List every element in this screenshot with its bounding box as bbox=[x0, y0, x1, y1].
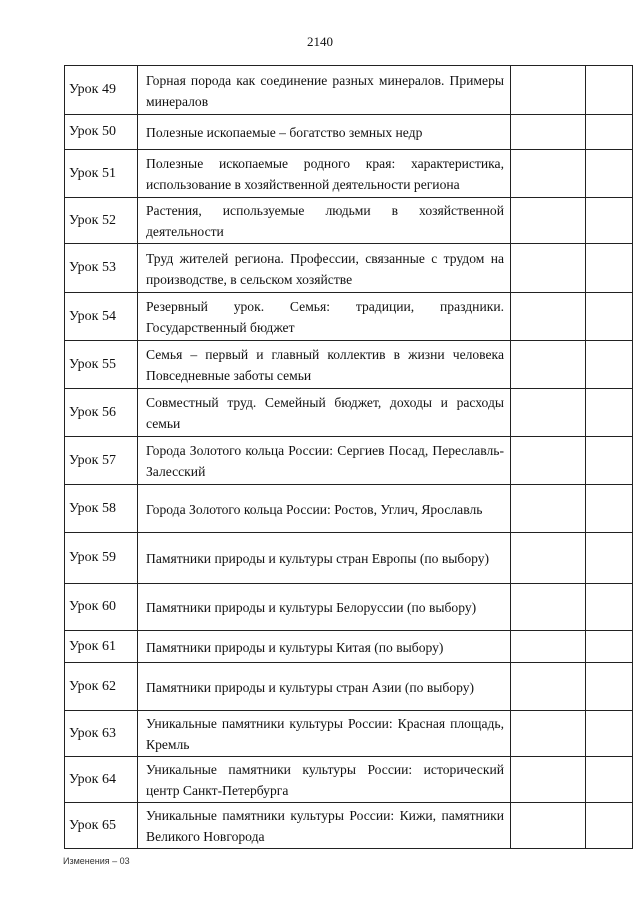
lesson-number-cell: Урок 59 bbox=[65, 533, 138, 584]
lesson-row bbox=[65, 757, 633, 803]
empty-cell bbox=[586, 533, 633, 584]
empty-cell bbox=[511, 631, 586, 663]
lesson-topic-cell: Семья – первый и главный коллектив в жизни человека Повседневные заботы семьи bbox=[138, 341, 511, 389]
lesson-row bbox=[65, 244, 633, 293]
lesson-number-cell: Урок 57 bbox=[65, 437, 138, 485]
lesson-row bbox=[65, 66, 633, 115]
lesson-row bbox=[65, 631, 633, 663]
empty-cell bbox=[511, 711, 586, 757]
lesson-number-cell: Урок 54 bbox=[65, 293, 138, 341]
empty-cell bbox=[511, 584, 586, 631]
empty-cell bbox=[586, 757, 633, 803]
lesson-topic-cell: Уникальные памятники культуры России: исторический центр Санкт-Петербурга bbox=[138, 757, 511, 803]
empty-cell bbox=[511, 485, 586, 533]
lessons-table bbox=[64, 65, 633, 849]
lesson-number-cell: Урок 58 bbox=[65, 485, 138, 533]
empty-cell bbox=[586, 437, 633, 485]
empty-cell bbox=[586, 293, 633, 341]
lesson-row bbox=[65, 533, 633, 584]
lesson-number-cell: Урок 52 bbox=[65, 198, 138, 244]
empty-cell bbox=[586, 584, 633, 631]
lesson-row bbox=[65, 341, 633, 389]
lesson-number-cell: Урок 61 bbox=[65, 631, 138, 663]
lesson-topic-cell: Полезные ископаемые – богатство земных недр bbox=[138, 115, 511, 150]
lesson-row bbox=[65, 437, 633, 485]
lesson-row bbox=[65, 663, 633, 711]
lesson-topic-cell: Резервный урок. Семья: традиции, праздники. Государственный бюджет bbox=[138, 293, 511, 341]
lesson-number-cell: Урок 63 bbox=[65, 711, 138, 757]
lesson-number-cell: Урок 53 bbox=[65, 244, 138, 293]
lesson-row bbox=[65, 150, 633, 198]
lesson-row bbox=[65, 711, 633, 757]
empty-cell bbox=[586, 485, 633, 533]
empty-cell bbox=[511, 389, 586, 437]
empty-cell bbox=[511, 150, 586, 198]
lesson-row bbox=[65, 198, 633, 244]
empty-cell bbox=[511, 115, 586, 150]
empty-cell bbox=[511, 244, 586, 293]
lesson-row bbox=[65, 803, 633, 849]
lesson-topic-cell: Труд жителей региона. Профессии, связанные с трудом на производстве, в сельском хозяйстве bbox=[138, 244, 511, 293]
lesson-number-cell: Урок 64 bbox=[65, 757, 138, 803]
empty-cell bbox=[586, 150, 633, 198]
lesson-topic-cell: Города Золотого кольца России: Ростов, Углич, Ярославль bbox=[138, 485, 511, 533]
empty-cell bbox=[511, 757, 586, 803]
empty-cell bbox=[511, 341, 586, 389]
lesson-topic-cell: Памятники природы и культуры стран Европы (по выбору) bbox=[138, 533, 511, 584]
lesson-number-cell: Урок 49 bbox=[65, 66, 138, 115]
lesson-number-cell: Урок 62 bbox=[65, 663, 138, 711]
lessons-table-body bbox=[65, 66, 633, 849]
lesson-topic-cell: Уникальные памятники культуры России: Кижи, памятники Великого Новгорода bbox=[138, 803, 511, 849]
empty-cell bbox=[586, 663, 633, 711]
empty-cell bbox=[511, 663, 586, 711]
lesson-row bbox=[65, 293, 633, 341]
lesson-row bbox=[65, 389, 633, 437]
empty-cell bbox=[586, 389, 633, 437]
empty-cell bbox=[511, 198, 586, 244]
lesson-row bbox=[65, 584, 633, 631]
empty-cell bbox=[586, 803, 633, 849]
footer-revision-note: Изменения – 03 bbox=[63, 856, 130, 866]
empty-cell bbox=[586, 115, 633, 150]
empty-cell bbox=[511, 533, 586, 584]
lesson-topic-cell: Города Золотого кольца России: Сергиев Посад, Переславль-Залесский bbox=[138, 437, 511, 485]
lesson-number-cell: Урок 50 bbox=[65, 115, 138, 150]
empty-cell bbox=[586, 198, 633, 244]
lesson-number-cell: Урок 55 bbox=[65, 341, 138, 389]
lesson-number-cell: Урок 56 bbox=[65, 389, 138, 437]
empty-cell bbox=[586, 711, 633, 757]
lesson-topic-cell: Растения, используемые людьми в хозяйственной деятельности bbox=[138, 198, 511, 244]
empty-cell bbox=[586, 244, 633, 293]
empty-cell bbox=[586, 341, 633, 389]
lesson-row bbox=[65, 485, 633, 533]
lesson-topic-cell: Памятники природы и культуры стран Азии (по выбору) bbox=[138, 663, 511, 711]
lesson-topic-cell: Памятники природы и культуры Китая (по выбору) bbox=[138, 631, 511, 663]
empty-cell bbox=[511, 437, 586, 485]
lesson-number-cell: Урок 65 bbox=[65, 803, 138, 849]
lesson-number-cell: Урок 60 bbox=[65, 584, 138, 631]
lesson-topic-cell: Памятники природы и культуры Белоруссии (по выбору) bbox=[138, 584, 511, 631]
lesson-topic-cell: Полезные ископаемые родного края: характеристика, использование в хозяйственной деятельности региона bbox=[138, 150, 511, 198]
empty-cell bbox=[511, 803, 586, 849]
lesson-row bbox=[65, 115, 633, 150]
lesson-topic-cell: Совместный труд. Семейный бюджет, доходы и расходы семьи bbox=[138, 389, 511, 437]
empty-cell bbox=[586, 66, 633, 115]
lesson-topic-cell: Горная порода как соединение разных минералов. Примеры минералов bbox=[138, 66, 511, 115]
empty-cell bbox=[586, 631, 633, 663]
empty-cell bbox=[511, 66, 586, 115]
page-number: 2140 bbox=[307, 34, 333, 49]
lesson-topic-cell: Уникальные памятники культуры России: Красная площадь, Кремль bbox=[138, 711, 511, 757]
lesson-number-cell: Урок 51 bbox=[65, 150, 138, 198]
empty-cell bbox=[511, 293, 586, 341]
